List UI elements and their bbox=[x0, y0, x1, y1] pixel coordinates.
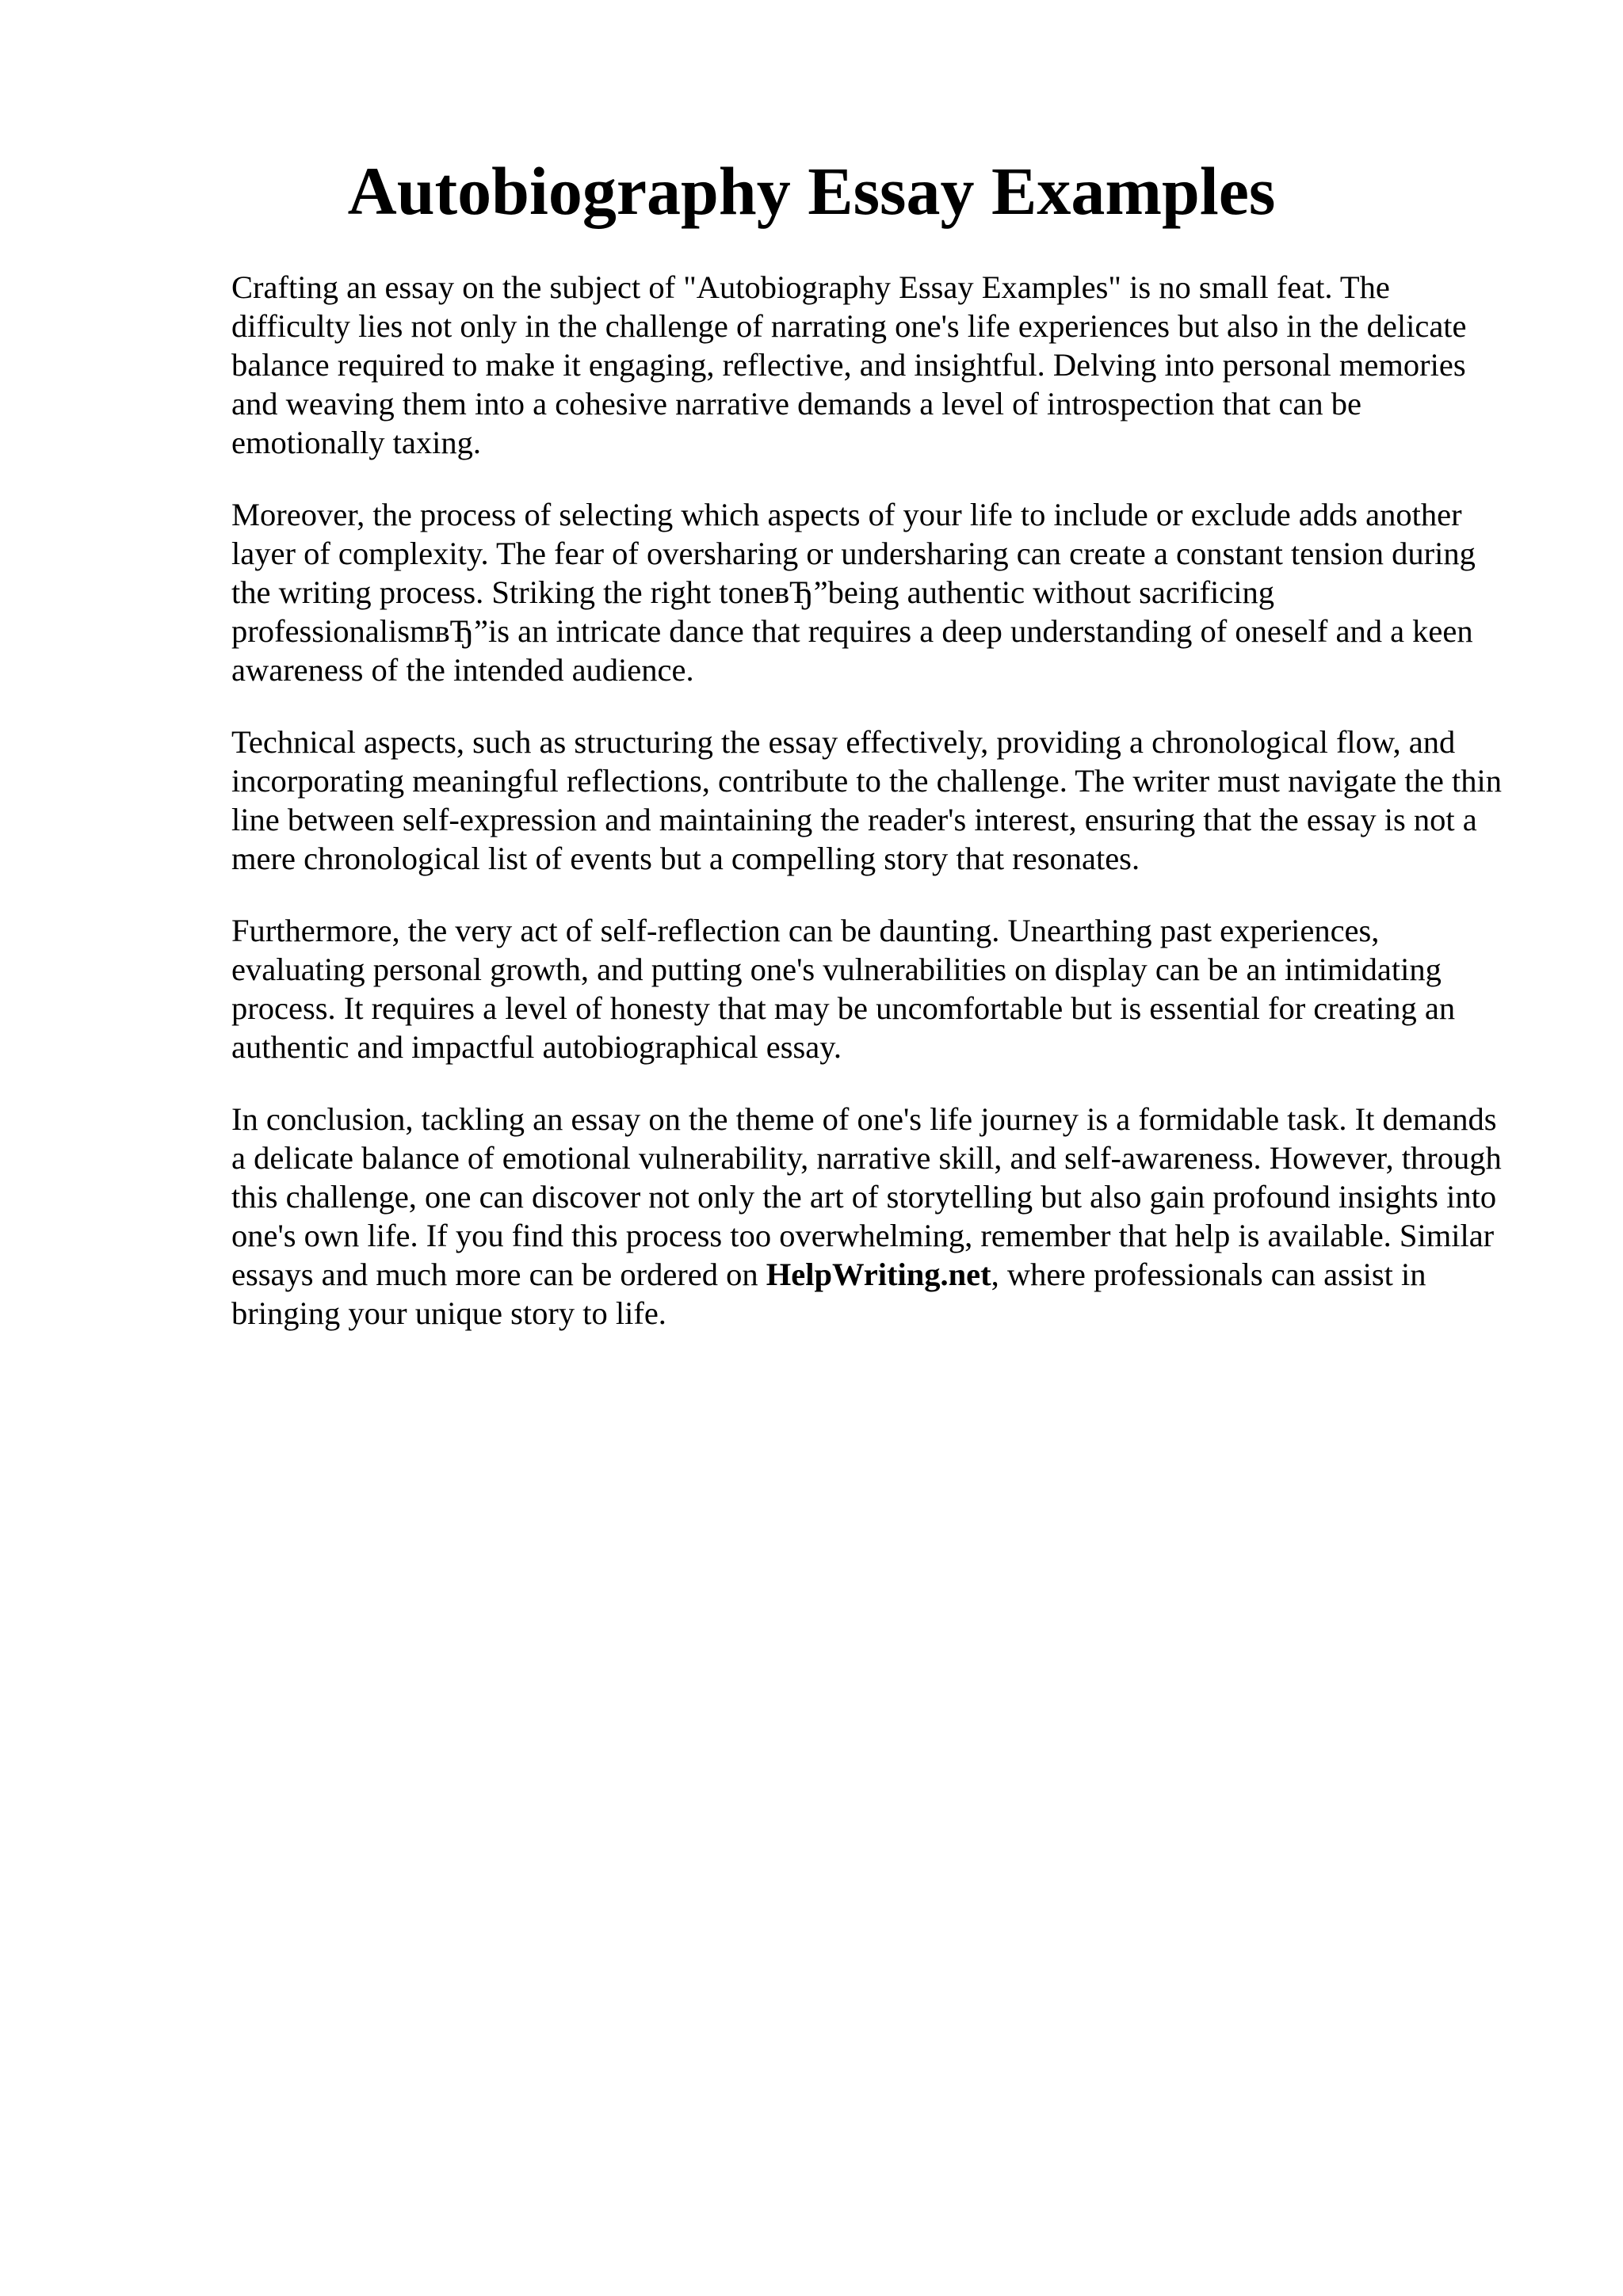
helpwriting-link[interactable]: HelpWriting.net bbox=[766, 1257, 991, 1292]
conclusion-ending: , where professionals can assist in bringing your unique story to life. bbox=[231, 1257, 1426, 1331]
paragraph-4: Furthermore, the very act of self-reflection can be daunting. Unearthing past experiences, evaluating personal growth, and putting one's vulnerabilities on display can be an intimidating process. It requires a level of honesty that may be uncomfortable but is essential for creating an authentic and impactful autobiographical essay. bbox=[231, 913, 1456, 1065]
paragraph-1: Crafting an essay on the subject of "Autobiography Essay Examples" is no small feat. The difficulty lies not only in the challenge of narrating one's life experiences but also in the delicate balance required to make it engaging, reflective, and insightful. Delving into personal memories and weaving them into a cohesive narrative demands a level of introspection that can be emotionally taxing. bbox=[231, 269, 1467, 460]
paragraph-3: Technical aspects, such as structuring the essay effectively, providing a chronological flow, and incorporating meaningful reflections, contribute to the challenge. The writer must navigate the thin line between self-expression and maintaining the reader's interest, ensuring that the essay is not a mere chronological list of events but a compelling story that resonates. bbox=[231, 724, 1502, 876]
paragraph-2: Moreover, the process of selecting which aspects of your life to include or exclude adds another layer of complexity. The fear of oversharing or undersharing can create a constant tension during the writing process. Striking the right toneвЂ”being authentic without sacrificing professionalismвЂ”is an intricate dance that requires a deep understanding of oneself and a keen awareness of the intended audience. bbox=[231, 497, 1476, 688]
document-body bbox=[231, 268, 1515, 1366]
document-title: Autobiography Essay Examples bbox=[347, 153, 1276, 229]
paragraph-5-conclusion bbox=[231, 1100, 1515, 1333]
conclusion-text: In conclusion, tackling an essay on the theme of one's life journey is a formidable task. It demands a delicate balance of emotional vulnerability, narrative skill, and self-awareness. However, through this challenge, one can discover not only the art of storytelling but also gain profound insights into one's own life. If you find this process too overwhelming, remember that help is available. Similar essays and much more can be ordered on bbox=[231, 1101, 1502, 1292]
